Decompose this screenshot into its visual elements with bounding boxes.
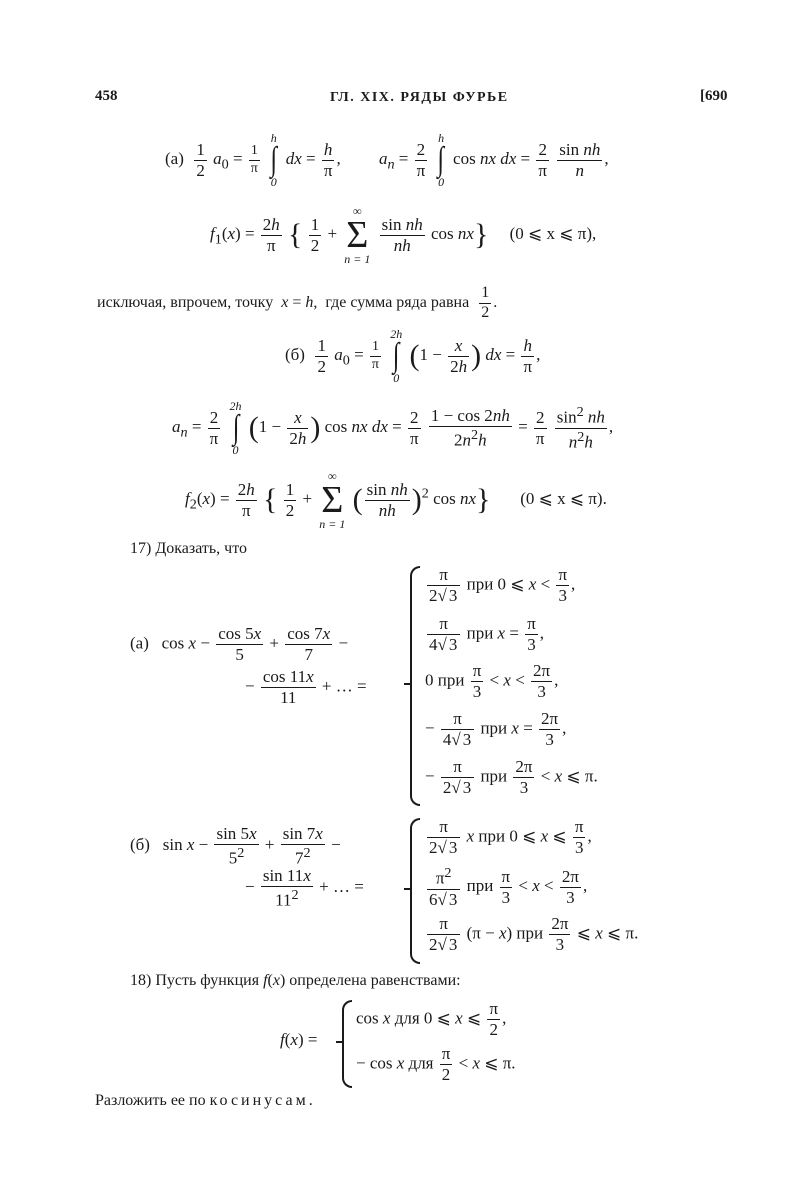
range-16b: (0 ⩽ x ⩽ π). <box>520 488 607 508</box>
formula-18-lhs: f(x) = <box>280 1030 318 1049</box>
page-number: 458 <box>95 88 118 104</box>
formula-16a-coefficients: (a) $\frac{1}{2}$ $a_0$ = $\frac{1}{\pi}$ h ∫ 0 dx = $\frac{h}{\pi}$ , $a_n$ = $\frac{2}{\pi}$ h ∫ 0 cos nx dx = $\frac{2}{\pi}$ $\frac{\text{sin nh}}{n}$ , <box>165 131 609 190</box>
problem-18-heading: 18) Пусть функция f(x) определена равенствами: <box>130 972 461 989</box>
formula-16b-series: $f_2(x)$ = $\frac{2h}{\pi}$ { $\frac{1}{2}$ + ∞ Σ n = 1 ( $\frac{\text{sin nh}}{nh}$ )$^2$ cos nx} (0 ⩽ x ⩽ π). <box>185 469 607 532</box>
case-17a-1: $\frac{\pi}{2√ 3}$ при 0 ⩽ x < $\frac{\pi}{3}$ , <box>429 565 576 605</box>
range-16a: (0 ⩽ x ⩽ π), <box>509 223 597 243</box>
case-17a-4: − $\frac{\pi}{4√ 3}$ при x = $\frac{2\pi}{3}$ , <box>425 709 567 749</box>
formula-17a-lhs-cont: − $\frac{\cos 11x}{11}$ + … = <box>245 667 367 707</box>
label-a: (a) <box>165 149 184 169</box>
case-17b-2: $\frac{\pi^2}{6√ 3}$ при $\frac{\pi}{3}$ < x < $\frac{2\pi}{3}$ , <box>429 865 588 909</box>
formula-16b-a0: (б) $\frac{1}{2}$ $a_0$ = $\frac{1}{\pi}$ 2h ∫ 0 (1 − $\frac{x}{2h}$ ) dx = $\frac{h}{\pi}$ , <box>285 327 541 386</box>
formula-17b-lhs: (б) sin x − $\frac{\sin 5x}{5^2}$ + $\frac{\sin 7x}{7^2}$ − <box>130 824 341 868</box>
case-18-1: cos x для 0 ⩽ x ⩽ $\frac{\pi}{2}$ , <box>356 999 507 1039</box>
brace-17a <box>410 566 420 806</box>
case-17b-3: $\frac{\pi}{2√ 3}$ (π − x) при $\frac{2\pi}{3}$ ⩽ x ⩽ π. <box>429 914 639 954</box>
problem-17-heading: 17) Доказать, что <box>130 540 247 557</box>
formula-17a-lhs: (a) cos x − $\frac{\cos 5x}{5}$ + $\frac{\cos 7x}{7}$ − <box>130 624 349 664</box>
case-17b-1: $\frac{\pi}{2√ 3}$ x при 0 ⩽ x ⩽ $\frac{\pi}{3}$ , <box>429 817 592 857</box>
text-excluding-point: исключая, впрочем, точку x = h, где сумма ряда равна $\frac{1}{2}$ . <box>97 284 498 321</box>
formula-17b-lhs-cont: − $\frac{\sin 11x}{11^2}$ + … = <box>245 866 364 910</box>
brace-17b <box>410 818 420 964</box>
case-17a-3: 0 при $\frac{\pi}{3}$ < x < $\frac{2\pi}{3}$ , <box>425 661 559 701</box>
formula-16a-series: $f_1(x)$ = $\frac{2h}{\pi}$ { $\frac{1}{2}$ + ∞ Σ n = 1 $\frac{\text{sin nh}}{nh}$ cos nx} (0 ⩽ x ⩽ π), <box>210 204 597 267</box>
brace-18 <box>342 1000 352 1088</box>
problem-18-instruction: Разложить ее по косинусам. <box>95 1092 316 1109</box>
brace-18-tick <box>336 1041 342 1043</box>
section-number: [690 <box>700 88 728 104</box>
formula-16b-an: $a_n$ = $\frac{2}{\pi}$ 2h ∫ 0 (1 − $\frac{x}{2h}$ ) cos nx dx = $\frac{2}{\pi}$ $\frac{1 - \cos 2nh}{2n^2h}$ = $\frac{2}{\pi}$ $\frac{\sin^2 nh}{n^2h}$ , <box>172 399 614 458</box>
case-17a-2: $\frac{\pi}{4√ 3}$ при x = $\frac{\pi}{3}$ , <box>429 614 545 654</box>
case-17a-5: − $\frac{\pi}{2√ 3}$ при $\frac{2\pi}{3}$ < x ⩽ π. <box>425 757 598 797</box>
case-18-2: − cos x для $\frac{\pi}{2}$ < x ⩽ π. <box>356 1044 516 1084</box>
brace-17a-tick <box>404 683 410 685</box>
brace-17b-tick <box>404 888 410 890</box>
running-title: ГЛ. XIX. РЯДЫ ФУРЬЕ <box>330 90 509 105</box>
label-b: (б) <box>285 345 305 365</box>
